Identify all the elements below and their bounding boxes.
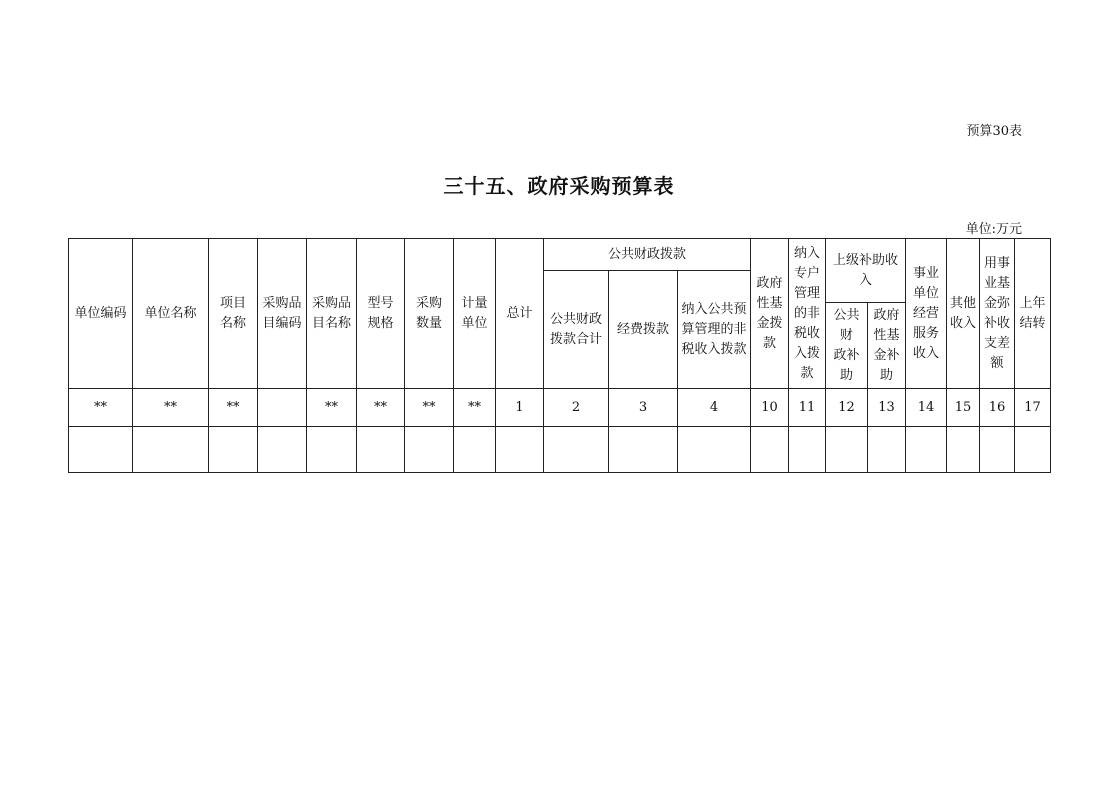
header-carryover	[1015, 239, 1051, 389]
empty-cell	[789, 427, 826, 473]
empty-cell	[751, 427, 789, 473]
header-nontax-special	[789, 239, 826, 389]
empty-cell	[258, 427, 307, 473]
header-item-code	[258, 239, 307, 389]
page-title: 三十五、政府采购预算表	[443, 174, 675, 198]
header-text-line: 入	[859, 272, 873, 288]
empty-cell	[69, 427, 133, 473]
header-other-income	[947, 239, 980, 389]
header-public-finance-subsidy	[826, 303, 868, 389]
header-text-line: 单位	[461, 315, 488, 331]
header-text-line: 款	[762, 335, 776, 351]
header-text-line: 政补助	[833, 347, 860, 383]
header-text-line: 管理	[793, 285, 820, 301]
header-operating-funds	[609, 271, 678, 389]
header-quantity	[405, 239, 454, 389]
code-cell: 3	[609, 389, 678, 427]
header-public-finance-group: 公共财政拨款	[544, 239, 751, 271]
header-business-income	[906, 239, 947, 389]
procurement-budget-table	[68, 238, 1051, 473]
header-text-line: 税收	[793, 325, 820, 341]
empty-cell	[454, 427, 496, 473]
code-cell: 10	[751, 389, 789, 427]
header-text-line: 助	[880, 367, 894, 383]
header-unit-code	[69, 239, 133, 389]
header-text-line: 额	[990, 355, 1004, 371]
empty-cell	[868, 427, 906, 473]
header-text-line: 计量	[461, 295, 488, 311]
header-text-line: 单位名称	[144, 305, 197, 321]
empty-cell	[678, 427, 751, 473]
header-model-spec	[357, 239, 405, 389]
code-cell: 14	[906, 389, 947, 427]
header-text-line: 收入	[950, 315, 977, 331]
header-text-line: 业基	[984, 275, 1011, 291]
header-superior-subsidy-group	[826, 239, 906, 303]
header-measure-unit	[454, 239, 496, 389]
header-text-line: 拨款合计	[549, 331, 602, 347]
header-public-finance-total	[544, 271, 609, 389]
header-text-line: 政府	[873, 307, 900, 323]
header-text-line: 采购品	[311, 295, 351, 311]
header-text-line: 项目	[219, 295, 246, 311]
header-text-line: 总计	[506, 305, 533, 321]
header-text-line: 其他	[950, 295, 977, 311]
header-text-line: 上级补助收	[833, 252, 899, 268]
header-text-line: 专户	[793, 265, 820, 281]
empty-cell	[544, 427, 609, 473]
header-text-line: 性基	[873, 327, 900, 343]
header-text-line: 性基	[756, 295, 783, 311]
header-gov-fund	[751, 239, 789, 389]
header-text-line: 支差	[984, 335, 1011, 351]
header-text-line: 事业	[913, 265, 940, 281]
code-cell: 12	[826, 389, 868, 427]
header-text-line: 名称	[219, 315, 246, 331]
header-text-line: 的非	[793, 305, 820, 321]
header-text-line: 规格	[367, 315, 394, 331]
empty-data-row	[69, 427, 1051, 473]
empty-cell	[947, 427, 980, 473]
header-text-line: 型号	[367, 295, 394, 311]
empty-cell	[133, 427, 209, 473]
empty-cell	[357, 427, 405, 473]
form-number: 预算30表	[966, 124, 1022, 139]
unit-label: 单位:万元	[965, 222, 1022, 237]
header-item-name	[307, 239, 357, 389]
header-text-line: 金补	[873, 347, 900, 363]
header-unit-name	[133, 239, 209, 389]
header-text-line: 款	[800, 365, 814, 381]
header-text-line: 采购品	[262, 295, 302, 311]
code-cell: 15	[947, 389, 980, 427]
empty-cell	[405, 427, 454, 473]
header-text-line: 结转	[1019, 315, 1046, 331]
code-cell: 1	[496, 389, 544, 427]
header-text-line: 纳入公共预	[681, 301, 747, 317]
header-text-line: 采购	[415, 295, 442, 311]
header-text-line: 服务	[913, 325, 940, 341]
header-text-line: 金弥	[984, 295, 1011, 311]
header-text-line: 纳入	[793, 245, 820, 261]
header-text-line: 上年	[1019, 295, 1046, 311]
empty-cell	[826, 427, 868, 473]
code-cell: **	[307, 389, 357, 427]
header-text-line: 金拨	[756, 315, 783, 331]
header-text-line: 数量	[415, 315, 442, 331]
code-cell: **	[405, 389, 454, 427]
header-total	[496, 239, 544, 389]
code-cell: 16	[980, 389, 1015, 427]
header-text-line: 目编码	[262, 315, 302, 331]
column-code-row	[69, 389, 1051, 427]
header-fund-offset	[980, 239, 1015, 389]
empty-cell	[209, 427, 258, 473]
code-cell: **	[69, 389, 133, 427]
empty-cell	[980, 427, 1015, 473]
header-text-line: 算管理的非	[681, 321, 747, 337]
header-text-line: 税收入拨款	[681, 341, 747, 357]
header-gov-fund-subsidy	[868, 303, 906, 389]
header-text-line: 目名称	[311, 315, 351, 331]
code-cell: **	[357, 389, 405, 427]
code-cell: **	[209, 389, 258, 427]
header-text-line: 收入	[913, 345, 940, 361]
header-text-line: 公共财政	[549, 311, 602, 327]
header-text-line: 补收	[984, 315, 1011, 331]
header-text-line: 单位	[913, 285, 940, 301]
header-text-line: 单位编码	[74, 305, 127, 321]
header-text-line: 入拨	[793, 345, 820, 361]
code-cell	[258, 389, 307, 427]
header-text-line: 用事	[984, 255, 1011, 271]
code-cell: 4	[678, 389, 751, 427]
header-nontax-in-budget	[678, 271, 751, 389]
header-text-line: 经费拨款	[616, 321, 669, 337]
code-cell: **	[133, 389, 209, 427]
header-text-line: 经营	[913, 305, 940, 321]
header-text-line: 公共财	[833, 307, 860, 343]
empty-cell	[1015, 427, 1051, 473]
empty-cell	[307, 427, 357, 473]
code-cell: 11	[789, 389, 826, 427]
header-project-name	[209, 239, 258, 389]
empty-cell	[906, 427, 947, 473]
code-cell: 17	[1015, 389, 1051, 427]
code-cell: 2	[544, 389, 609, 427]
code-cell: **	[454, 389, 496, 427]
code-cell: 13	[868, 389, 906, 427]
header-text-line: 政府	[756, 275, 783, 291]
empty-cell	[496, 427, 544, 473]
empty-cell	[609, 427, 678, 473]
